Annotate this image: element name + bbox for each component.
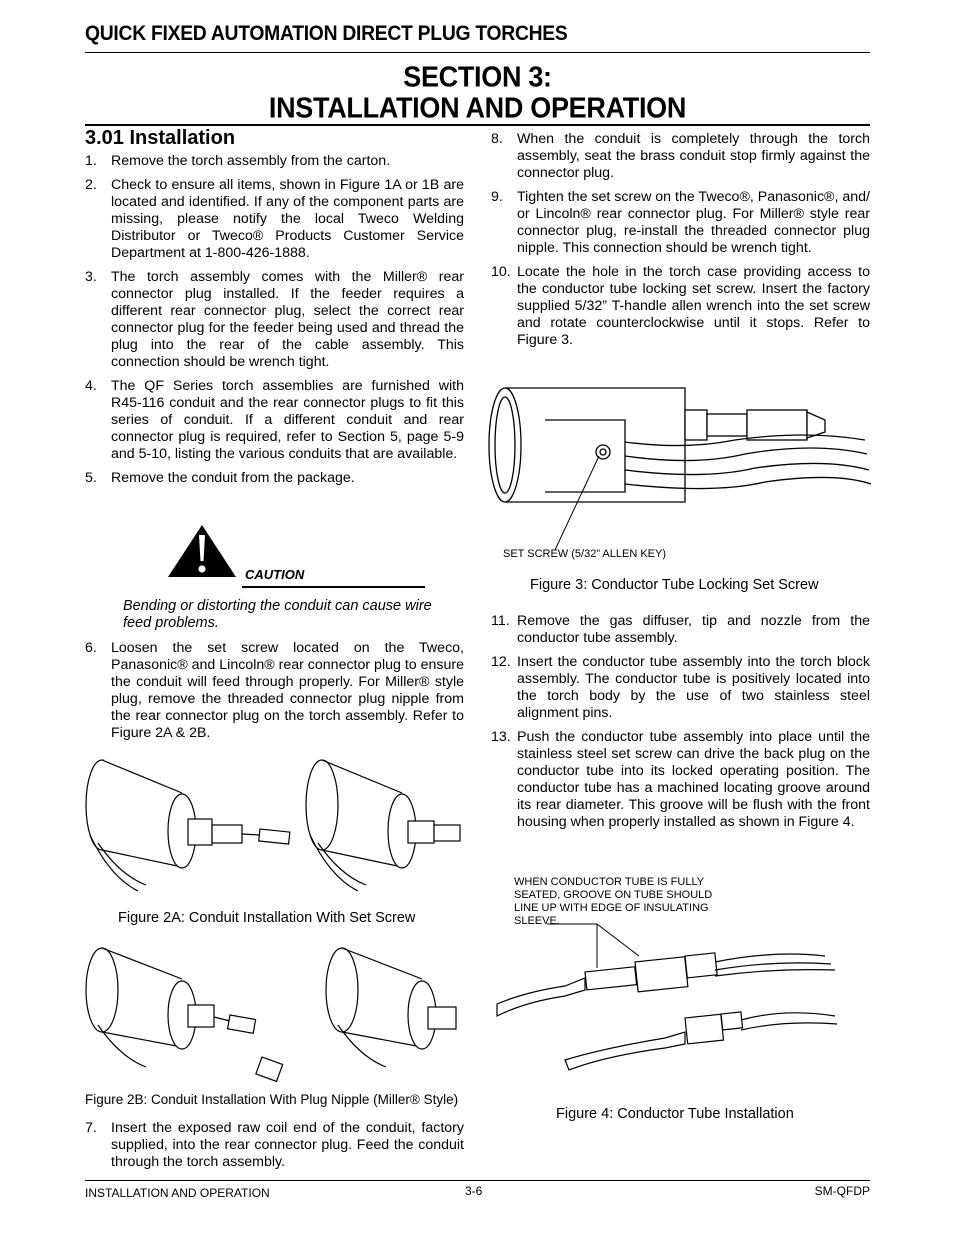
item-6: 6. Loosen the set screw located on the Tweco, Panasonic® and Lincoln® rear connector plug to ensure the conduit will feed through properly. For Miller® style plug, remove the threaded connector plug nipple from the rear connector plug on the torch assembly. Refer to Figure 2A & 2B.: [85, 640, 464, 741]
caution-text: Bending or distorting the conduit can cause wire feed problems.: [123, 598, 432, 631]
instruction-list-right-top: [491, 131, 870, 349]
item-text: Remove the gas diffuser, tip and nozzle from the conductor tube assembly.: [517, 613, 870, 646]
figure-4-label: WHEN CONDUCTOR TUBE IS FULLY SEATED, GROOVE ON TUBE SHOULD LINE UP WITH EDGE OF INSULATING SLEEVE.: [514, 876, 713, 927]
item-number: 11.: [491, 613, 510, 629]
list-item: [491, 189, 870, 257]
right-column-top: [491, 131, 870, 356]
header-rule: [85, 52, 870, 53]
page-number: 3-6: [465, 1184, 483, 1198]
caution-block: [166, 523, 305, 584]
item-number: 5.: [85, 470, 97, 486]
item-number: 8.: [491, 131, 503, 147]
list-item: [491, 654, 870, 722]
item-number: 10.: [491, 264, 511, 280]
item-text: Push the conductor tube assembly into place until the stainless steel set screw can drive the back plug on the conductor tube into its locked operating position. The conductor tube has a machined locating groove around its rear diameter. This groove will be flush with the front housing when properly installed as shown in Figure 4.: [517, 729, 870, 830]
item-text: Remove the conduit from the package.: [111, 470, 355, 486]
list-item: [491, 131, 870, 182]
item-6-text: Loosen the set screw located on the Tweco, Panasonic® and Lincoln® rear connector plug to ensure the conduit will feed through properly. For Miller® style plug, remove the threaded connector plug nipple from the rear connector plug on the torch assembly. Refer to Figure 2A & 2B.: [111, 640, 464, 741]
caution-label: CAUTION: [245, 567, 305, 582]
list-item: [85, 153, 464, 170]
list-item: [85, 378, 464, 463]
figure-2a-illustration: [80, 755, 470, 897]
warning-triangle-icon: [166, 523, 238, 579]
item-text: The QF Series torch assemblies are furnished with R45-116 conduit and the rear connector plugs to fit this series of conduit. If a different conduit and rear connector plug is required, refer to Section 5, page 5-9 and 5-10, listing the various conduits that are available.: [111, 378, 464, 462]
figure-3-illustration: [485, 380, 875, 550]
item-text: When the conduit is completely through the torch assembly, seat the brass conduit stop firmly against the connector plug.: [517, 131, 870, 181]
list-item: [85, 177, 464, 262]
list-item: [85, 470, 464, 487]
item-7-text: Insert the exposed raw coil end of the conduit, factory supplied, into the rear connector plug. Feed the conduit through the torch assembly.: [111, 1120, 464, 1170]
item-text: Locate the hole in the torch case providing access to the conductor tube locking set screw. Insert the factory supplied 5/32” T-handle allen wrench into the set screw and rotate counterclockwise until it stops. Refer to Figure 3.: [517, 264, 870, 348]
item-number: 2.: [85, 177, 97, 193]
caution-rule: [242, 586, 425, 588]
figure-2b-illustration: [80, 945, 470, 1085]
item-number: 1.: [85, 153, 97, 169]
item-text: Tighten the set screw on the Tweco®, Panasonic®, and/ or Lincoln® rear connector plug. For Miller® style rear connector plug, re-install the threaded connector plug nipple. This connection should be wrench tight.: [517, 189, 870, 256]
item-number: 9.: [491, 189, 503, 205]
footer-rule: [85, 1180, 870, 1181]
item-number: 13.: [491, 729, 511, 745]
footer-right: SM-QFDP: [814, 1184, 870, 1198]
figure-4-caption: Figure 4: Conductor Tube Installation: [556, 1106, 794, 1122]
figure-3-caption: Figure 3: Conductor Tube Locking Set Screw: [530, 577, 819, 593]
item-number: 4.: [85, 378, 97, 394]
subsection-heading: 3.01 Installation: [85, 127, 236, 149]
list-item: [491, 613, 870, 647]
figure-2b-caption: Figure 2B: Conduit Installation With Plug Nipple (Miller® Style): [85, 1092, 459, 1107]
figure-3-label: SET SCREW (5/32” ALLEN KEY): [503, 548, 667, 560]
item-text: Insert the conductor tube assembly into the torch block assembly. The conductor tube is positively located into the torch body by the use of two stainless steel alignment pins.: [517, 654, 870, 721]
list-item: [491, 264, 870, 349]
footer-left: INSTALLATION AND OPERATION: [85, 1186, 270, 1200]
item-text: Check to ensure all items, shown in Figure 1A or 1B are located and identified. If any of the component parts are missing, please notify the local Tweco Welding Distributor or Tweco® Products Customer Service Department at 1-800-426-1888.: [111, 177, 464, 261]
item-7: 7. Insert the exposed raw coil end of the conduit, factory supplied, into the rear connector plug. Feed the conduit through the torch assembly.: [85, 1120, 464, 1170]
item-text: The torch assembly comes with the Miller® rear connector plug installed. If the feeder requires a different rear connector plug, select the correct rear connector plug for the feeder being used and thread the plug into the rear of the cable assembly. This connection should be wrench tight.: [111, 269, 464, 370]
figure-4-illustration: [485, 920, 875, 1080]
instruction-list-right-bottom: [491, 613, 870, 831]
instruction-list-left: [85, 153, 464, 487]
page-header: QUICK FIXED AUTOMATION DIRECT PLUG TORCHES: [85, 22, 568, 45]
list-item: [491, 729, 870, 831]
figure-2a-caption: Figure 2A: Conduit Installation With Set Screw: [118, 910, 416, 926]
list-item: [85, 269, 464, 371]
item-number: 12.: [491, 654, 511, 670]
left-column: [85, 127, 464, 494]
item-number: 3.: [85, 269, 97, 285]
item-text: Remove the torch assembly from the carton.: [111, 153, 391, 169]
section-rule: [85, 124, 870, 126]
section-title-line2: INSTALLATION AND OPERATION: [268, 92, 687, 124]
right-column-bottom: [491, 613, 870, 838]
section-title-line1: SECTION 3:: [403, 61, 552, 93]
